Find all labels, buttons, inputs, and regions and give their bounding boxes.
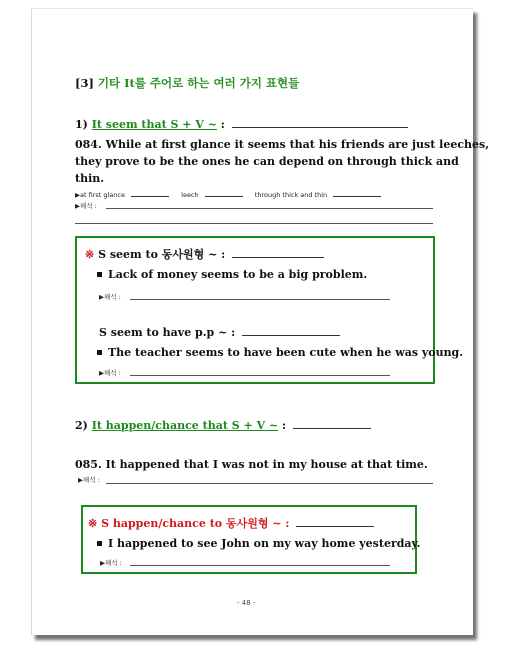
item1-answer-blank[interactable] [232, 117, 408, 128]
section-number: [3] [75, 76, 94, 90]
item1-colon: : [220, 118, 225, 131]
box1-translation-line1[interactable] [130, 299, 390, 300]
box1-example1: Lack of money seems to be a big problem. [97, 268, 367, 281]
section-title: 기타 It를 주어로 하는 여러 가지 표현들 [97, 76, 300, 90]
item1-translation-line-1[interactable] [106, 208, 433, 209]
note-box-seem [75, 236, 464, 384]
sentence-line-2: they prove to be the ones he can depend on through thick and [75, 155, 459, 168]
item1-pattern: It seem that S + V ~ [91, 118, 217, 131]
box2-pattern-blank[interactable] [296, 516, 374, 527]
bullet-icon [97, 350, 102, 355]
vocab-1: ▶at first glance [75, 191, 125, 199]
box1-pattern1: ※ S seem to 동사원형 ~ : [85, 246, 324, 262]
box2-translation-line[interactable] [130, 565, 390, 566]
box1-mark: ※ [85, 248, 95, 261]
note-box-happen [81, 505, 421, 574]
vocab-row [75, 190, 385, 199]
sentence-line-3: thin. [75, 172, 105, 185]
box2-example: I happened to see John on my way home yesterday. [97, 537, 421, 550]
box1-example2: The teacher seems to have been cute when he was young. [97, 346, 463, 359]
vocab-2-blank[interactable] [205, 190, 243, 197]
box2-mark: ※ [88, 517, 98, 530]
vocab-3: through thick and thin [254, 191, 328, 199]
item2-colon: : [282, 419, 287, 432]
item1-heading [75, 117, 408, 131]
box1-translation-line2[interactable] [130, 375, 390, 376]
vocab-3-blank[interactable] [333, 190, 381, 197]
item1-translation-line-2[interactable] [75, 223, 433, 224]
sentence-084 [75, 136, 489, 187]
item2-heading [75, 418, 371, 432]
vocab-2: leech [181, 191, 199, 199]
box2-translation-label: ▶해석 : [100, 559, 122, 567]
item2-number: 2) [75, 419, 88, 432]
box1-pattern1-blank[interactable] [232, 247, 324, 258]
item2-answer-blank[interactable] [293, 418, 371, 429]
vocab-1-blank[interactable] [131, 190, 169, 197]
item1-translation-label: ▶해석 : [75, 202, 97, 210]
section-heading [75, 75, 299, 91]
box1-translation-label1: ▶해석 : [99, 293, 121, 301]
item1-number: 1) [75, 118, 88, 131]
box1-translation-label2: ▶해석 : [99, 369, 121, 377]
bullet-icon [97, 272, 102, 277]
bullet-icon [97, 541, 102, 546]
item2-translation-label: ▶해석 : [78, 476, 100, 484]
item2-translation-line[interactable] [106, 483, 433, 484]
item2-pattern: It happen/chance that S + V ~ [91, 419, 279, 432]
box1-pattern2-blank[interactable] [242, 325, 340, 336]
sentence-085: 085. It happened that I was not in my house at that time. [75, 458, 428, 471]
sentence-line-1: While at first glance it seems that his friends are just leeches, [105, 138, 490, 151]
box2-pattern: ※ S happen/chance to 동사원형 ~ : [88, 515, 374, 531]
page-number: - 48 - [237, 599, 256, 607]
sentence-id: 084. [75, 138, 102, 151]
document-page [31, 8, 490, 635]
box1-pattern2: S seem to have p.p ~ : [99, 325, 340, 339]
